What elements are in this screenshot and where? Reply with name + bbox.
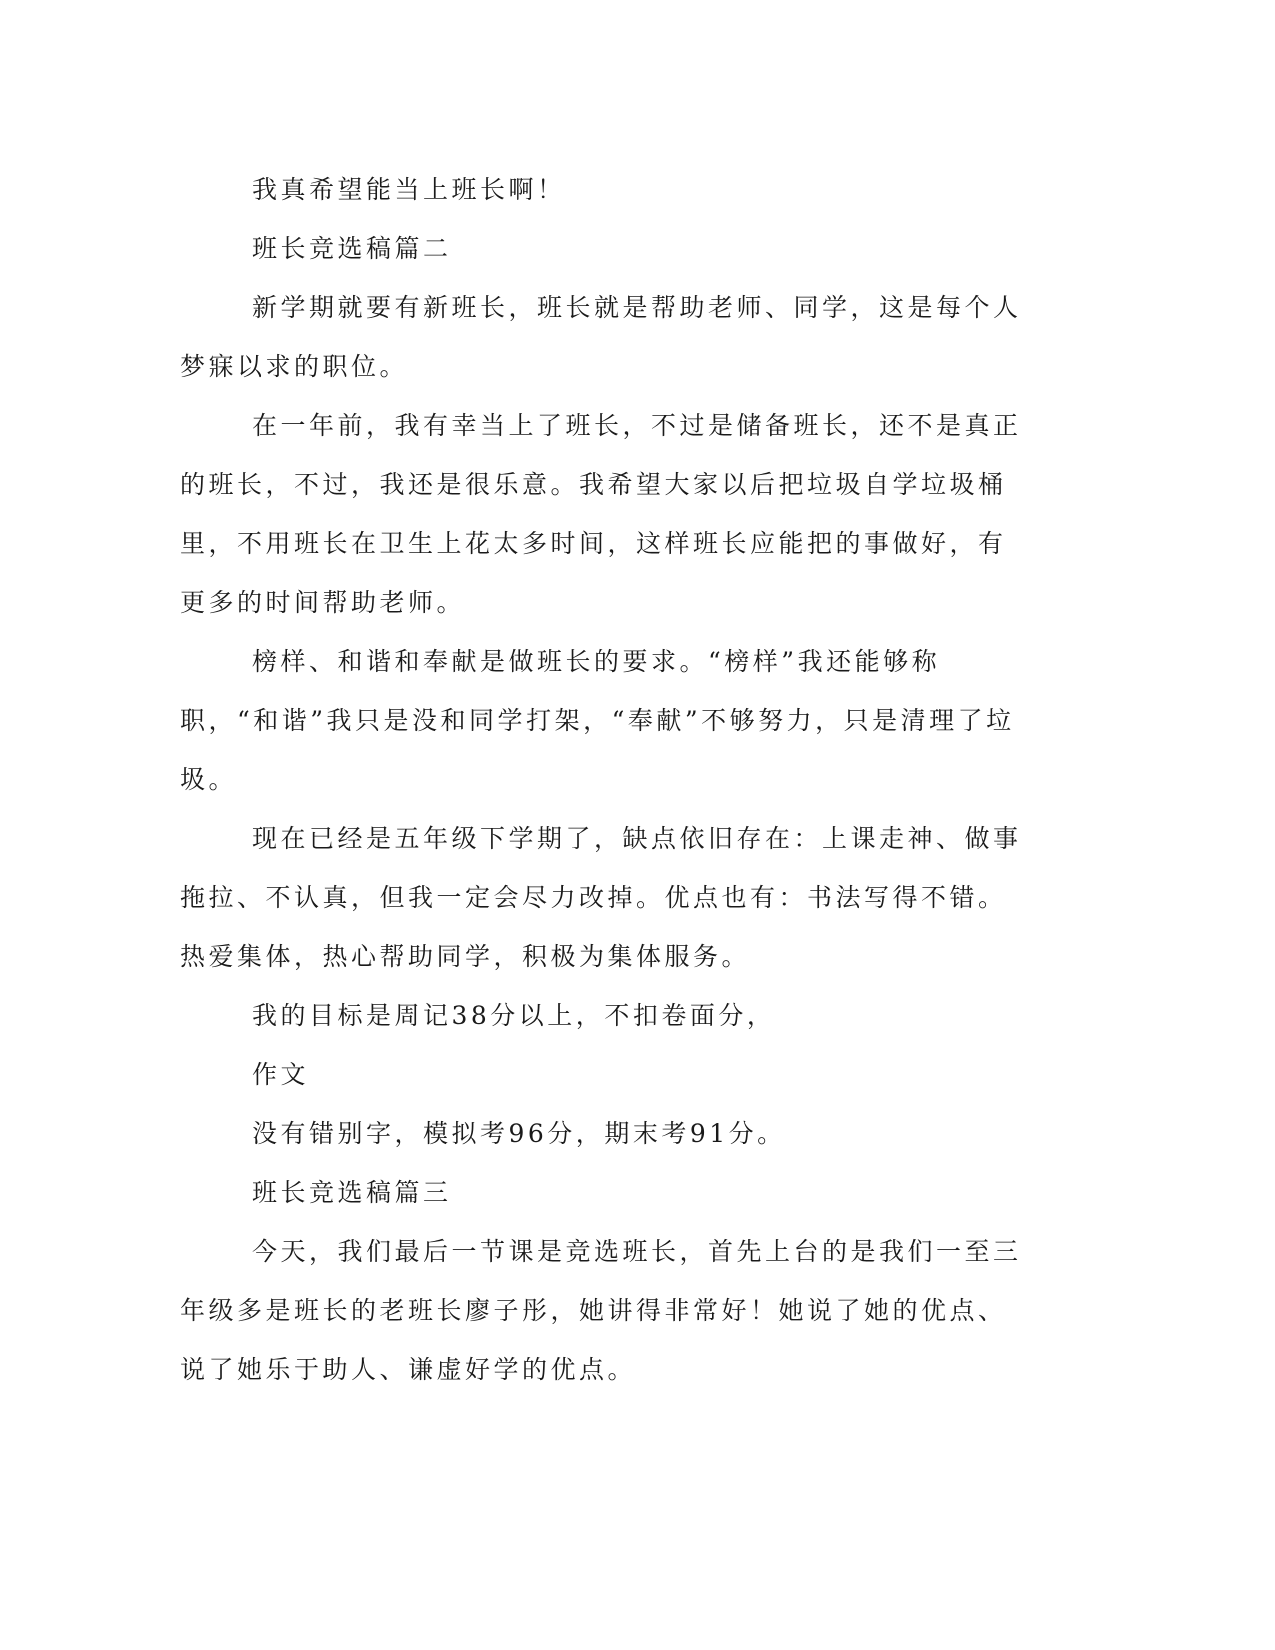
paragraph: 我真希望能当上班长啊！ — [252, 175, 566, 204]
section-heading: 班长竞选稿篇三 — [252, 1178, 452, 1207]
paragraph: 我的目标是周记38分以上，不扣卷面分， — [252, 1001, 776, 1030]
paragraph: 在一年前，我有幸当上了班长，不过是储备班长，还不是真正的班长，不过，我还是很乐意。我希望大家以后把垃圾自学垃圾桶里，不用班长在卫生上花太多时间，这样班长应能把的事做好，有更多的时间帮助老师。 — [180, 411, 1022, 617]
paragraph: 今天，我们最后一节课是竞选班长，首先上台的是我们一至三年级多是班长的老班长廖子彤，她讲得非常好！她说了她的优点、说了她乐于助人、谦虚好学的优点。 — [180, 1237, 1022, 1384]
paragraph: 现在已经是五年级下学期了，缺点依旧存在：上课走神、做事拖拉、不认真，但我一定会尽力改掉。优点也有：书法写得不错。热爱集体，热心帮助同学，积极为集体服务。 — [180, 824, 1022, 971]
section-heading: 班长竞选稿篇二 — [252, 234, 452, 263]
paragraph: 榜样、和谐和奉献是做班长的要求。“榜样”我还能够称职，“和谐”我只是没和同学打架，“奉献”不够努力，只是清理了垃圾。 — [180, 647, 1015, 794]
document-body — [180, 160, 1030, 1399]
paragraph: 没有错别字，模拟考96分，期末考91分。 — [252, 1119, 786, 1148]
paragraph: 新学期就要有新班长，班长就是帮助老师、同学，这是每个人梦寐以求的职位。 — [180, 293, 1022, 381]
paragraph: 作文 — [252, 1060, 310, 1089]
